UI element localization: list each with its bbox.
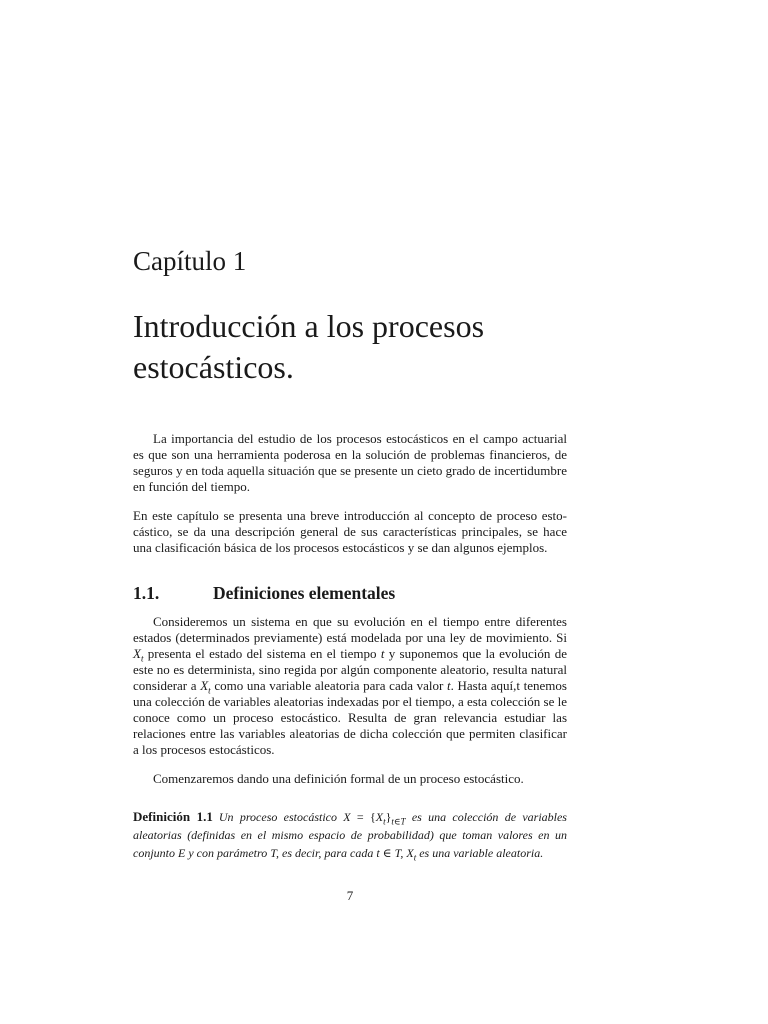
math-xt: $X_t$	[200, 678, 211, 696]
math-xt: $X_t$	[406, 846, 417, 863]
text-run: y con parámetro	[185, 846, 271, 860]
text-run: y suponemos que la evolución de este no es determinista, sino regida por algún componente aleatorio, resulta natural considerar a	[133, 646, 567, 693]
section-title-text: Definiciones elementales	[213, 583, 396, 603]
text-run: Consideremos un sistema en que su evolución en el tiempo entre diferentes estados (determinados previamente) está modelada por una ley de movimiento. Si	[133, 614, 567, 645]
math-t: t	[447, 678, 451, 693]
math-t-in-T: t ∈ T	[376, 846, 401, 860]
text-run: es una variable aleatoria.	[416, 846, 544, 860]
intro-paragraph-2: En este capítulo se presenta una breve introducción al concepto de proceso estocástico, se da una descripción general de sus características principales, se hace una clasificación básica de los procesos estocásticos y se dan algunos ejemplos.	[133, 508, 567, 555]
chapter-label: Capítulo 1	[133, 246, 247, 276]
text-run: como una variable aleatoria para cada valor	[210, 678, 447, 693]
math-process: $X = \{X_t\}_{t\in T}$	[343, 810, 406, 827]
text-run: , es decir, para cada	[276, 846, 377, 860]
section-heading	[133, 582, 567, 604]
definition-label: Definición 1.1	[133, 809, 213, 824]
chapter-title-line-2: estocásticos.	[133, 349, 294, 385]
chapter-title	[133, 306, 567, 388]
math-xt: $X_t$	[133, 646, 144, 664]
math-T: T	[270, 846, 277, 860]
section-paragraph-2: Comenzaremos dando una definición formal de un proceso estocástico.	[153, 771, 524, 786]
page-number: 7	[346, 888, 354, 903]
definition-block	[133, 808, 567, 862]
intro-paragraph-1: La importancia del estudio de los procesos estocásticos en el campo actuarial es que son una herramienta poderosa en la solución de problemas financieros, de seguros y en toda aquella situación que se presente un cieto grado de incertidumbre en función del tiempo.	[133, 431, 567, 494]
section-number: 1.1.	[133, 583, 160, 603]
definition-body: Un proceso estocástico $X = \{X_t\}_{t\in T}$ es una colección de variables aleatorias (definidas en el mismo espacio de probabilidad) que toman valores en un conjunto E y con parámetro T, es decir, para cada t ∈ T, $X_t$ es una variable aleatoria.	[133, 810, 567, 863]
section-paragraph-1	[133, 614, 567, 758]
math-t: t	[380, 646, 385, 661]
text-run: presenta el estado del sistema en el tiempo	[143, 646, 381, 661]
chapter-title-line-1: Introducción a los procesos	[133, 308, 485, 344]
math-e: E	[178, 846, 186, 860]
text-run: Un proceso estocástico	[218, 810, 344, 824]
text-run: . Hasta aquí,t tenemos una colección de variables aleatorias indexadas por el tiempo, a esta colección se le conoce como un proceso estocástico. Resulta de gran relevancia estudiar las relaciones entre las variables aleatorias de dicha colección que permiten clasificar a los procesos estocásticos.	[133, 678, 567, 757]
text-run: es una colección de variables aleatorias (definidas en el mismo espacio de probabilidad) que toman valores en un conjunto	[133, 810, 567, 860]
